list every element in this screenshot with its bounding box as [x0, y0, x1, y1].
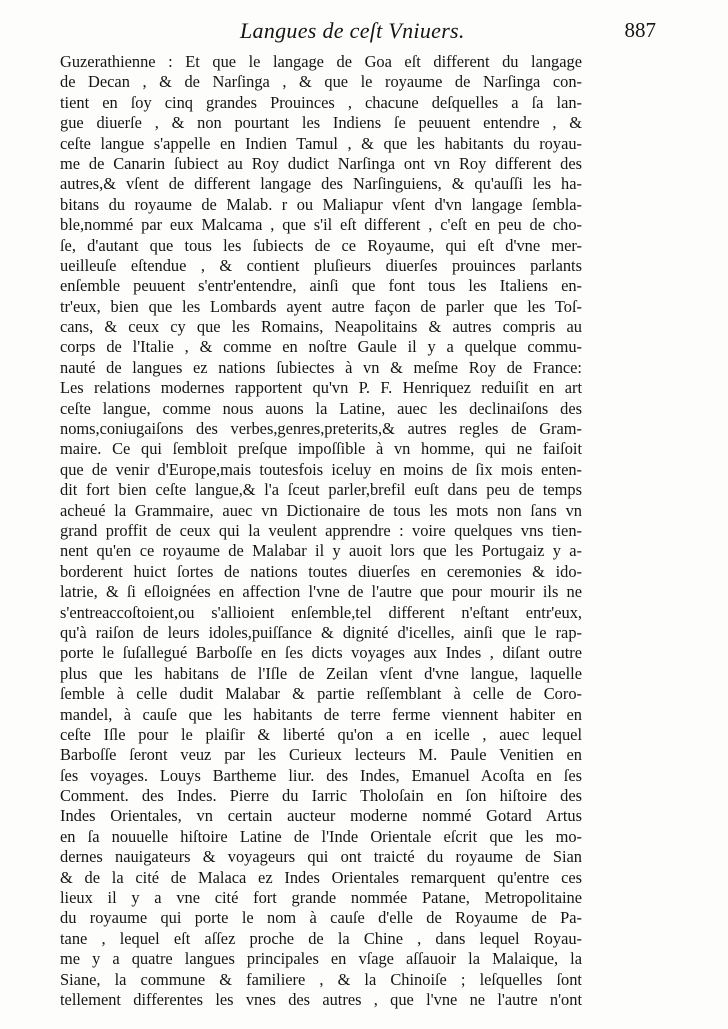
text-line: porte le ſuſallegué Barboſſe en ſes dicts voyages aux Indes , diſant outre: [60, 643, 582, 663]
text-line: Les relations modernes rapportent qu'vn P. F. Henriquez reduiſit en art: [60, 378, 582, 398]
text-line: ſemble à celle dudit Malabar & partie reſſemblant à celle de Coro-: [60, 684, 582, 704]
body-text: [60, 52, 582, 1010]
text-line-last: tellement differentes les vnes des autres , que l'vne ne l'autre n'ont: [60, 989, 582, 1009]
text-line: Guzerathienne : Et que le langage de Goa eſt different du langage: [60, 52, 582, 71]
text-line: ceſte Iſle pour le plaiſir & liberté qu'on a en icelle , auec lequel: [60, 724, 582, 744]
text-line: ceſte langue, comme nous auons la Latine, auec les declinaiſons des: [60, 398, 582, 418]
text-line: s'entreaccoſtoient,ou s'allioient enſemble,tel different n'eſtant entr'eux,: [60, 602, 582, 622]
text-line: Siane, la commune & familiere , & la Chinoiſe ; leſquelles ſont: [60, 969, 582, 989]
text-line: Comment. des Indes. Pierre du Iarric Tholoſain en ſon hiſtoire des: [60, 786, 582, 806]
text-line: noms,coniugaiſons des verbes,genres,preterits,& autres regles de Gram-: [60, 419, 582, 439]
text-line: tane , lequel eſt aſſez proche de la Chine , dans lequel Royau-: [60, 928, 582, 948]
page-number: 887: [624, 18, 656, 42]
text-line: enſemble peuuent s'entr'entendre, ainſi que font tous les Italiens en-: [60, 276, 582, 296]
text-line: acheué la Grammaire, auec vn Dictionaire de tous les mots non ſans vn: [60, 500, 582, 520]
text-line: nauté de langues ez nations ſubiectes à vn & meſme Roy de France:: [60, 357, 582, 377]
text-line: en ſa nouuelle hiſtoire Latine de l'Inde Orientale eſcrit que les mo-: [60, 826, 582, 846]
text-line: mandel, à cauſe que les habitants de terre ferme viennent habiter en: [60, 704, 582, 724]
text-line: plus que les habitans de l'Iſle de Zeilan vſent d'vne langue, laquelle: [60, 663, 582, 683]
running-head: [60, 18, 670, 48]
text-line: lieux il y a vne cité fort grande nommée Patane, Metropolitaine: [60, 888, 582, 908]
text-line: Indes Orientales, vn certain aucteur moderne nommé Gotard Artus: [60, 806, 582, 826]
text-line: maire. Ce qui ſembloit preſque impoſſible à vn homme, qui ne faiſoit: [60, 439, 582, 459]
text-line: grand proffit de ceux qui la veulent apprendre : voire quelques vns tien-: [60, 520, 582, 540]
text-line: borderent huict ſortes de nations toutes diuerſes en ceremonies & ido-: [60, 561, 582, 581]
text-line: ſes voyages. Louys Bartheme liur. des Indes, Emanuel Acoſta en ſes: [60, 765, 582, 785]
text-line: nent qu'en ce royaume de Malabar il y auoit lors que les Portugaiz y a-: [60, 541, 582, 561]
text-line: ueilleuſe eſtendue , & contient pluſieurs diuerſes prouinces parlants: [60, 255, 582, 275]
text-line: autres,& vſent de different langage des Narſinguiens, & qu'auſſi les ha-: [60, 174, 582, 194]
text-line: que de venir d'Europe,mais toutesfois iceluy en moins de ſix mois enten-: [60, 459, 582, 479]
text-line: corps de l'Italie , & comme en noſtre Gaule il y a quelque commu-: [60, 337, 582, 357]
text-line: me de Canarin ſubiect au Roy dudict Narſinga ont vn Roy different des: [60, 153, 582, 173]
text-line: dit fort bien ceſte langue,& l'a ſceut parler,brefil euſt dans peu de temps: [60, 480, 582, 500]
running-title: Langues de ceſt Vniuers.: [240, 18, 465, 43]
text-line: cans, & ceux cy que les Romains, Neapolitains & autres compris au: [60, 317, 582, 337]
text-line: latrie, & ſi eſloignées en affection l'vne de l'autre que pour mourir ils ne: [60, 582, 582, 602]
text-line: ble,nommé par eux Malcama , que s'il eſt different , c'eſt en peu de cho-: [60, 215, 582, 235]
text-line: & de la cité de Malaca ez Indes Orientales remarquent qu'entre ces: [60, 867, 582, 887]
text-line: gue diuerſe , & non pourtant les Indiens ſe peuuent entendre , &: [60, 113, 582, 133]
text-line: qu'à raiſon de leurs idoles,puiſſance & dignité d'icelles, ainſi que le rap-: [60, 622, 582, 642]
text-line: ſe, d'autant que tous les ſubiects de ce Royaume, qui eſt d'vne mer-: [60, 235, 582, 255]
text-line: tient en ſoy cinq grandes Prouinces , chacune deſquelles a ſa lan-: [60, 92, 582, 112]
text-line: bitans du royaume de Malab. r ou Maliapur vſent d'vn langage ſembla-: [60, 194, 582, 214]
text-line: dernes nauigateurs & voyageurs qui ont traicté du royaume de Sian: [60, 847, 582, 867]
text-line: me y a quatre langues principales en vſage aſſauoir la Malaique, la: [60, 949, 582, 969]
text-line: de Decan , & de Narſinga , & que le royaume de Narſinga con-: [60, 72, 582, 92]
text-line: du royaume qui porte le nom à cauſe d'elle de Royaume de Pa-: [60, 908, 582, 928]
text-line: tr'eux, bien que les Lombards ayent autre façon de parler que les Toſ-: [60, 296, 582, 316]
text-line: Barboſſe ſeront veuz par les Curieux lecteurs M. Paule Venitien en: [60, 745, 582, 765]
text-line: ceſte langue s'appelle en Indien Tamul , & que les habitants du royau-: [60, 133, 582, 153]
